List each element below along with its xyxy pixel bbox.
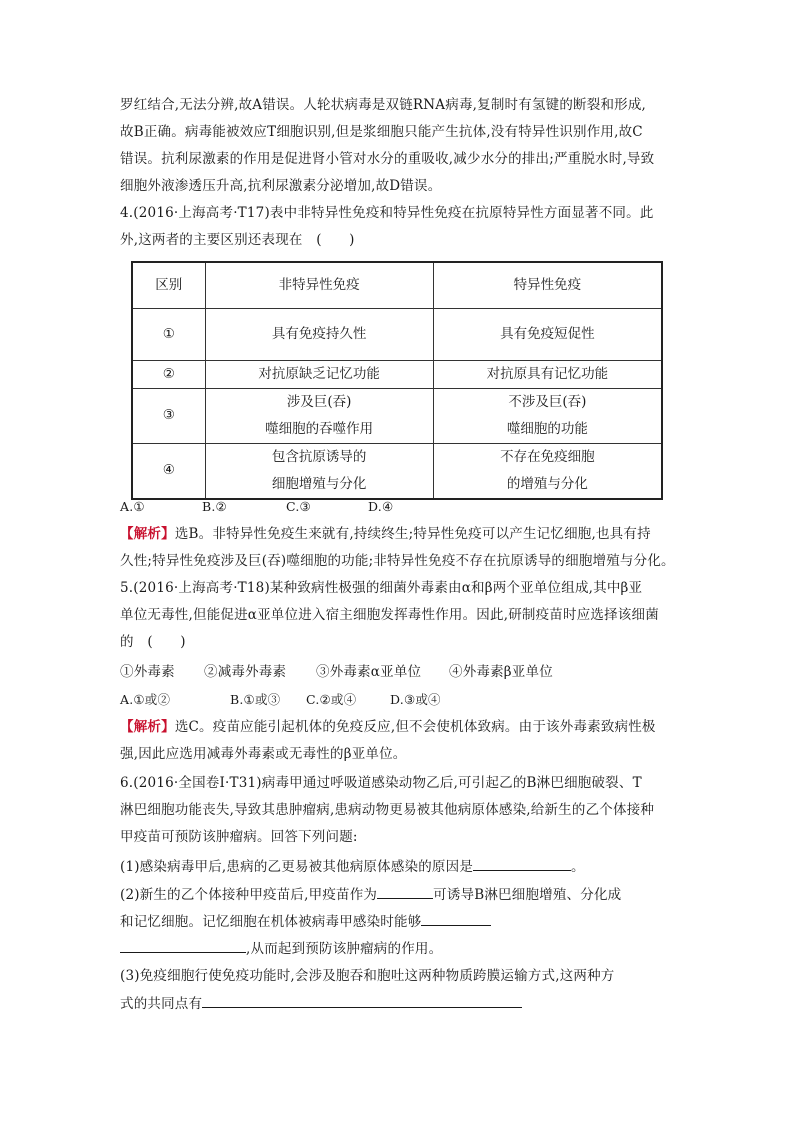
table-header-cell: 区别 xyxy=(132,262,205,308)
q5-option-b[interactable]: B.①或③ xyxy=(230,692,281,707)
q6-part2-text-a: (2)新生的乙个体接种甲疫苗后,甲疫苗作为 xyxy=(120,887,378,903)
table-cell-line: 噬细胞的吞噬作用 xyxy=(265,420,374,437)
q5-choice: ①外毒素 xyxy=(120,664,175,680)
table-cell xyxy=(205,388,433,443)
q4-analysis-line-2: 久性;特异性免疫涉及巨(吞)噬细胞的功能;非特异性免疫不存在抗原诱导的细胞增殖与分化。 xyxy=(120,553,675,569)
q5-option-a[interactable]: A.①或② xyxy=(120,692,171,707)
q6-part1-text: (1)感染病毒甲后,患病的乙更易被其他病原体感染的原因是 xyxy=(120,859,474,875)
analysis-tag: 【解析】 xyxy=(120,526,175,542)
q4-stem-line-1: 4.(2016·上海高考·T17)表中非特异性免疫和特异性免疫在抗原特异性方面显著不同。此 xyxy=(120,205,654,221)
table-row xyxy=(132,360,662,388)
q6-part2-text-b: 可诱导B淋巴细胞增殖、分化成 xyxy=(433,887,622,903)
q6-stem-line-1: 6.(2016·全国卷Ⅰ·T31)病毒甲通过呼吸道感染动物乙后,可引起乙的B淋巴细胞破裂、T xyxy=(120,775,642,791)
q6-part1-end: 。 xyxy=(571,859,585,875)
q5-options xyxy=(120,690,441,710)
table-row xyxy=(132,443,662,499)
q5-choice: ②减毒外毒素 xyxy=(204,664,287,680)
table-header-cell: 特异性免疫 xyxy=(433,262,662,308)
q5-analysis-text: 选C。疫苗应能引起机体的免疫反应,但不会使机体致病。由于该外毒素致病性极 xyxy=(174,719,656,735)
table-cell: 对抗原缺乏记忆功能 xyxy=(205,360,433,388)
q4-analysis-text: 选B。非特异性免疫生来就有,持续终生;特异性免疫可以产生记忆细胞,也具有持 xyxy=(174,526,651,542)
table-cell-id: ③ xyxy=(132,388,205,443)
table-cell-id: ④ xyxy=(132,443,205,499)
table-cell: 具有免疫持久性 xyxy=(205,308,433,360)
q6-part1 xyxy=(120,856,585,877)
table-header-row xyxy=(132,262,662,308)
q4-option-d[interactable]: D.④ xyxy=(368,499,394,514)
q5-choice: ③外毒素α亚单位 xyxy=(316,664,422,680)
table-cell-id: ① xyxy=(132,308,205,360)
intro-line-1: 罗红结合,无法分辨,故A错误。人轮状病毒是双链RNA病毒,复制时有氢键的断裂和形成, xyxy=(120,97,647,113)
q6-part3-line-1: (3)免疫细胞行使免疫功能时,会涉及胞吞和胞吐这两种物质跨膜运输方式,这两种方 xyxy=(120,968,615,984)
table-cell-line: 涉及巨(吞) xyxy=(286,393,352,410)
table-cell xyxy=(433,388,662,443)
q5-analysis-line-2: 强,因此应选用减毒外毒素或无毒性的β亚单位。 xyxy=(120,746,407,762)
intro-line-3: 错误。抗利尿激素的作用是促进肾小管对水分的重吸收,减少水分的排出;严重脱水时,导致 xyxy=(120,151,655,167)
q5-stem-line-1: 5.(2016·上海高考·T18)某种致病性极强的细菌外毒素由α和β两个亚单位组成,其中β亚 xyxy=(120,580,643,596)
q5-choice: ④外毒素β亚单位 xyxy=(449,664,553,680)
q4-option-a[interactable]: A.① xyxy=(120,499,145,514)
table-cell xyxy=(433,443,662,499)
table-cell-id: ② xyxy=(132,360,205,388)
q6-part3-line-2 xyxy=(120,993,522,1014)
q6-part2-line-2 xyxy=(120,911,491,932)
q4-option-b[interactable]: B.② xyxy=(202,499,227,514)
answer-blank-3-cont[interactable] xyxy=(120,938,246,953)
table-cell: 对抗原具有记忆功能 xyxy=(433,360,662,388)
table-cell-line: 噬细胞的功能 xyxy=(506,420,588,437)
table-cell-line: 的增殖与分化 xyxy=(506,475,588,492)
answer-blank-3[interactable] xyxy=(421,911,491,926)
q6-part2-line-3 xyxy=(120,938,442,959)
q4-options xyxy=(120,497,393,517)
q6-part2-text-d: ,从而起到预防该肿瘤病的作用。 xyxy=(246,941,443,957)
table-cell: 具有免疫短促性 xyxy=(433,308,662,360)
q6-stem-line-3: 甲疫苗可预防该肿瘤病。回答下列问题: xyxy=(120,829,358,845)
table-row xyxy=(132,308,662,360)
intro-line-2: 故B正确。病毒能被效应T细胞识别,但是浆细胞只能产生抗体,没有特异性识别作用,故C xyxy=(120,124,643,140)
table-row xyxy=(132,388,662,443)
answer-blank-4[interactable] xyxy=(202,993,522,1008)
table-cell xyxy=(205,443,433,499)
q6-part2-text-c: 和记忆细胞。记忆细胞在机体被病毒甲感染时能够 xyxy=(120,914,422,930)
q6-stem-line-2: 淋巴细胞功能丧失,导致其患肿瘤病,患病动物更易被其他病原体感染,给新生的乙个体接种 xyxy=(120,802,655,818)
q4-comparison-table xyxy=(131,261,663,500)
q5-option-c[interactable]: C.②或④ xyxy=(306,692,357,707)
answer-blank-1[interactable] xyxy=(473,856,571,871)
q4-analysis-line-1 xyxy=(120,524,651,544)
q5-choices xyxy=(120,662,553,682)
table-cell-line: 包含抗原诱导的 xyxy=(271,448,367,465)
q5-analysis-line-1 xyxy=(120,717,656,737)
answer-blank-2[interactable] xyxy=(377,884,433,899)
table-cell-line: 细胞增殖与分化 xyxy=(271,475,367,492)
intro-line-4: 细胞外液渗透压升高,抗利尿激素分泌增加,故D错误。 xyxy=(120,178,442,194)
q5-option-d[interactable]: D.③或④ xyxy=(390,692,441,707)
q6-part3-text: 式的共同点有 xyxy=(120,996,203,1012)
q4-option-c[interactable]: C.③ xyxy=(286,499,311,514)
table-header-cell: 非特异性免疫 xyxy=(205,262,433,308)
table-cell-line: 不涉及巨(吞) xyxy=(508,393,587,410)
table-cell-line: 不存在免疫细胞 xyxy=(500,448,595,465)
q5-stem-line-3: 的 ( ) xyxy=(120,634,186,650)
q5-stem-line-2: 单位无毒性,但能促进α亚单位进入宿主细胞发挥毒性作用。因此,研制疫苗时应选择该细菌 xyxy=(120,607,659,623)
q6-part2-line-1 xyxy=(120,884,621,905)
q4-stem-line-2: 外,这两者的主要区别还表现在 ( ) xyxy=(120,232,355,248)
analysis-tag: 【解析】 xyxy=(120,719,175,735)
